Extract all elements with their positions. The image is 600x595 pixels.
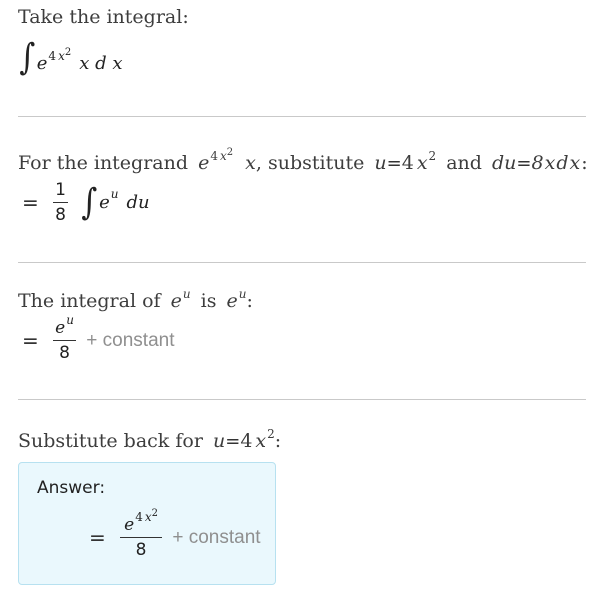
exp-u-value: u — [110, 186, 119, 201]
equals: = — [386, 153, 402, 174]
step-2-title — [18, 147, 588, 174]
integral-sign: ∫ — [19, 37, 36, 78]
equals: = — [516, 153, 532, 174]
exp-coef: 4 — [48, 49, 57, 63]
num-exp-pow: 2 — [151, 508, 158, 519]
integrand-exponent — [210, 149, 233, 163]
colon: : — [246, 290, 253, 312]
substitute-word: , substitute — [255, 152, 365, 174]
num-exp — [135, 510, 158, 524]
u-pow-value: 2 — [267, 427, 275, 441]
denominator: 8 — [135, 540, 147, 560]
equals: = — [89, 525, 106, 550]
denominator: 8 — [55, 205, 66, 225]
integrand-base: e — [198, 152, 210, 174]
exp-var: x — [219, 149, 227, 163]
divider-1 — [18, 116, 586, 117]
u-pow — [267, 427, 275, 441]
integrand-tail: x d x — [79, 53, 123, 74]
numerator — [53, 313, 76, 340]
eu2-exp — [239, 287, 247, 301]
exp-pow: 2 — [226, 147, 234, 158]
exp-base: e — [36, 53, 48, 74]
exp-base: e — [99, 192, 110, 213]
is-word: is — [200, 290, 217, 312]
step-4 — [18, 427, 586, 452]
u-x: x — [416, 152, 428, 174]
exp-pow: 2 — [64, 47, 72, 58]
num-exp-value: u — [66, 313, 74, 327]
step-3-result — [22, 313, 175, 363]
divider-3 — [18, 399, 586, 400]
num-exp — [66, 313, 74, 327]
answer-expression — [89, 508, 261, 560]
eu-exp-value: u — [182, 287, 191, 301]
exponent — [48, 49, 71, 63]
u-pow-value: 2 — [428, 149, 437, 163]
u-x: x — [255, 430, 267, 452]
integral-sign: ∫ — [81, 181, 98, 223]
equals: = — [22, 328, 39, 353]
step-2-prefix: For the integrand — [18, 152, 189, 174]
eu-exp — [183, 287, 191, 301]
colon: : — [274, 430, 282, 452]
answer-label: Answer: — [37, 478, 106, 498]
eu2-exp-value: u — [238, 287, 247, 301]
step-4-prefix: Substitute back for — [18, 430, 203, 452]
u-var: u — [212, 430, 226, 452]
numerator: 1 — [55, 180, 66, 200]
step-1 — [18, 6, 586, 28]
divider-2 — [18, 262, 586, 263]
plus-constant: + constant — [86, 329, 175, 351]
one-eighth-fraction — [53, 180, 68, 225]
du-rhs: 8xdx — [531, 152, 582, 174]
exp-u — [111, 187, 119, 201]
equals: = — [225, 431, 241, 452]
step-1-title: Take the integral: — [18, 6, 189, 28]
step-4-title — [18, 427, 586, 452]
answer-box — [18, 462, 276, 585]
num-exp-var: x — [144, 510, 152, 524]
eu2-base: e — [226, 290, 238, 312]
eu-base: e — [170, 290, 182, 312]
step-1-expression — [18, 37, 123, 78]
denominator: 8 — [59, 343, 70, 363]
answer-fraction — [120, 508, 162, 560]
and-word: and — [446, 152, 482, 174]
du-var: du — [492, 152, 517, 174]
num-base: e — [124, 515, 135, 535]
step-2-result — [22, 180, 150, 225]
integrand-x: x — [245, 152, 256, 174]
plus-constant: + constant — [172, 526, 261, 548]
colon: : — [581, 152, 588, 174]
step-3 — [18, 287, 586, 312]
exp-coef: 4 — [210, 149, 218, 163]
u-pow — [429, 149, 437, 163]
numerator — [120, 508, 162, 537]
step-3-title — [18, 287, 586, 312]
num-base: e — [55, 318, 66, 338]
num-exp-coef: 4 — [135, 510, 143, 524]
step-3-prefix: The integral of — [18, 290, 161, 312]
u-coef: 4 — [401, 152, 414, 174]
exp-var: x — [58, 49, 65, 63]
eu-over-8-fraction — [53, 313, 76, 363]
u-coef: 4 — [240, 430, 253, 452]
u-var: u — [374, 152, 387, 174]
step-2 — [18, 147, 588, 174]
du-tail: du — [126, 192, 150, 213]
equals: = — [22, 190, 39, 215]
